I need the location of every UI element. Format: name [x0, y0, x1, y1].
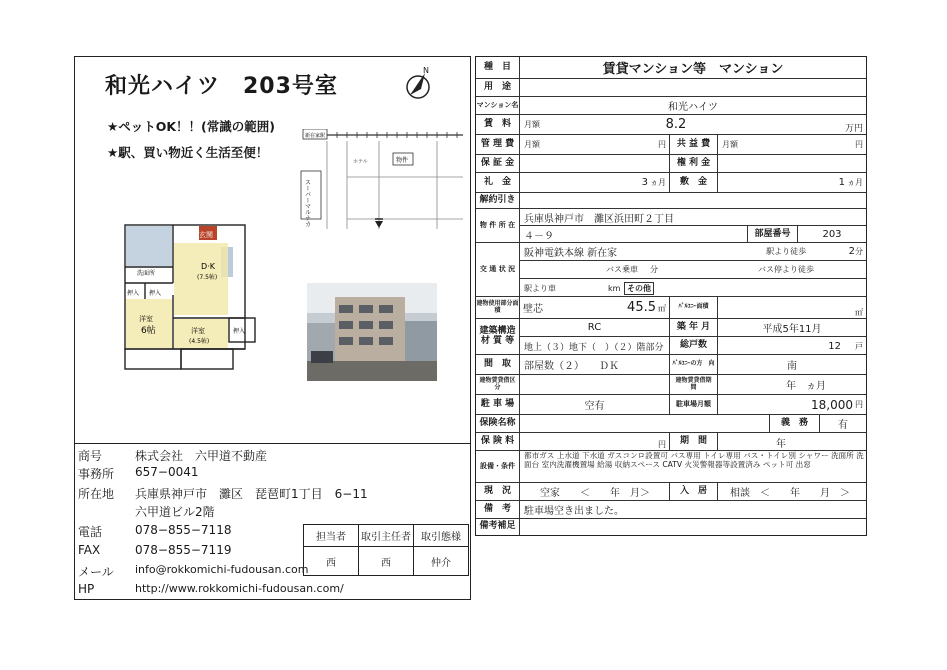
row-kozo — [476, 319, 866, 355]
floorplan — [121, 223, 261, 389]
label-heya: 部屋番号 — [748, 226, 798, 243]
company-label: FAX — [78, 543, 101, 557]
value-menseki — [520, 297, 670, 318]
label-gimu: 義 務 — [770, 415, 820, 432]
label-nyukyo: 入 居 — [670, 483, 718, 500]
label-kenrikin: 権 利 金 — [670, 155, 718, 172]
label-chinryo: 賃 料 — [476, 115, 520, 134]
company-label: 商号 — [78, 449, 103, 463]
menseki-number: 45.5 — [627, 300, 656, 315]
floorplan-sentaku: 洗面所 — [137, 270, 156, 277]
row-chinryo — [476, 115, 866, 135]
label-biko: 備 考 — [476, 501, 520, 518]
row-biko-hoso — [476, 519, 866, 535]
map-station-label: 新在家駅 — [305, 133, 326, 139]
value-biko: 駐車場空き出ました。 — [524, 506, 624, 517]
map-small-label: ホテル — [353, 159, 368, 165]
stamp-header: 取引態様 — [414, 525, 469, 547]
stamp-header: 取引主任者 — [359, 525, 414, 547]
label-balcony: ﾊﾞﾙｺﾆｰ面積 — [670, 297, 718, 318]
company-value: 兵庫県神戸市 灘区 琵琶町1丁目 6−11 — [135, 487, 368, 501]
reikin-unit: ヵ月 — [650, 178, 666, 187]
value-madori: 部屋数（２） ＤＫ — [520, 355, 670, 374]
label-mansion: マンション名 — [476, 97, 520, 114]
label-chikunen: 築 年 月 — [670, 319, 718, 337]
kotsu-bus-fun: 分 — [650, 265, 658, 274]
chusha-ryo-unit: 円 — [855, 400, 863, 409]
value-genkyo: 空家 ＜ 年 月＞ — [520, 483, 670, 500]
company-value: 株式会社 六甲道不動産 — [135, 449, 268, 463]
label-hokenryo: 保 険 料 — [476, 433, 520, 450]
menseki-hekishin: 壁芯 — [523, 304, 543, 315]
row-reikin — [476, 173, 866, 193]
value-shozai1: 兵庫県神戸市 灘区浜田町２丁目 — [520, 209, 866, 226]
floorplan-oshiire1: 押入 — [127, 290, 140, 297]
value-kubun — [520, 375, 670, 394]
soko-number: 12 — [828, 340, 841, 352]
company-value: 078−855−7119 — [135, 543, 232, 557]
value-chinryo: 8.2 — [665, 117, 687, 132]
label-menseki: 建物使用部分面積 — [476, 297, 520, 318]
row-shozai — [476, 209, 866, 243]
label-kozo: 建築構造 材 質 等 — [476, 319, 520, 354]
stamp-header: 担当者 — [304, 525, 359, 547]
value-kyoeki — [718, 135, 866, 154]
kanrihi-getsugaku: 月額 — [524, 140, 540, 149]
row-kotsu — [476, 243, 866, 297]
kotsu-sonota: その他 — [624, 282, 654, 295]
company-label: 電話 — [78, 525, 103, 539]
kotsu-bus-toho: バス停より徒歩 — [758, 265, 814, 274]
label-kanrihi: 管 理 費 — [476, 135, 520, 154]
value-hoshokin — [520, 155, 670, 172]
company-email-link[interactable]: info@rokkomichi-fudousan.com — [135, 563, 309, 576]
value-kotsu2 — [520, 261, 866, 279]
label-setsubi: 設備・条件 — [476, 451, 520, 482]
label-kotsu: 交 通 状 況 — [476, 243, 520, 296]
label-shikikin: 敷 金 — [670, 173, 718, 192]
shikikin-number: 1 — [838, 177, 845, 188]
value-setsubi: 都市ガス 上水道 下水道 ガスコンロ設置可 バス専用 トイレ専用 バス・トイレ別 シャワー 洗面所 洗面台 室内洗濯機置場 給湯 収納スペース CATV 火災警報器等設置済み ペット可 出窓 — [524, 451, 864, 469]
value-kozo: RC — [520, 319, 670, 337]
stamp-table — [303, 524, 469, 576]
company-label: HP — [78, 582, 95, 596]
row-kaiyaku — [476, 193, 866, 209]
value-chijo: 地上（３）地下（ ）（２）階部分 — [520, 337, 670, 355]
kotsu-km: km — [608, 283, 621, 293]
label-hoshokin: 保 証 金 — [476, 155, 520, 172]
label-hoken: 保険名称 — [476, 415, 520, 432]
value-nyukyo: 相談 ＜ 年 月 ＞ — [730, 488, 850, 499]
value-hoken — [520, 415, 770, 432]
company-value: 657−0041 — [135, 465, 199, 479]
value-kotsu3 — [520, 279, 866, 297]
kotsu-bus: バス乗車 — [606, 265, 638, 274]
floorplan-yoshitsu1: 洋室 — [139, 315, 153, 323]
company-hp-link[interactable]: http://www.rokkomichi-fudousan.com/ — [135, 582, 344, 595]
row-hoken — [476, 415, 866, 433]
stamp-value: 西 — [359, 547, 414, 576]
company-label: メール — [78, 565, 114, 579]
company-value: 078−855−7118 — [135, 523, 232, 537]
value-chusha-ryo — [718, 395, 866, 414]
value-mansion: 和光ハイツ — [668, 102, 718, 113]
kotsu-eki-toho-label: 駅より徒歩 — [766, 247, 807, 256]
label-biko-hoso: 備考補足 — [476, 519, 520, 535]
row-kanrihi — [476, 135, 866, 155]
label-kikan2: 期 間 — [670, 433, 718, 450]
kotsu-sen: 阪神電鉄本線 新在家 — [524, 248, 618, 259]
value-kikan: 年 ヵ月 — [786, 381, 826, 392]
map-super-label: スーパーマルナカ — [303, 179, 311, 227]
floorplan-dk-size: (7.5帖) — [197, 274, 218, 281]
value-hoko: 南 — [787, 361, 797, 372]
value-reikin — [520, 173, 670, 192]
label-chusha-ryo: 駐車場月額 — [670, 395, 718, 414]
label-hoko: ﾊﾞﾙｺﾆｰの方 向 — [670, 355, 718, 374]
floorplan-dk: D·K — [201, 262, 215, 271]
row-hoshokin — [476, 155, 866, 173]
feature-station: ★駅、買い物近く生活至便！ — [107, 145, 269, 160]
row-hokenryo — [476, 433, 866, 451]
floorplan-yoshitsu1-size: 6帖 — [141, 326, 156, 336]
label-shozai: 物 件 所 在 — [476, 209, 520, 242]
value-soko — [718, 337, 866, 355]
kotsu-eki-toho — [766, 246, 863, 257]
label-chusha: 駐 車 場 — [476, 395, 520, 414]
floorplan-oshiire3: 押入 — [233, 328, 246, 335]
value-kikan2: 年 — [776, 439, 786, 450]
label-shumoku: 種 目 — [476, 57, 520, 78]
value-shikikin — [718, 173, 866, 192]
row-biko — [476, 501, 866, 519]
company-label: 所在地 — [78, 487, 115, 501]
row-madori — [476, 355, 866, 375]
chinryo-getsugaku: 月額 — [524, 120, 540, 129]
row-shumoku — [476, 57, 866, 79]
kyoeki-unit: 円 — [855, 140, 863, 149]
row-mansion — [476, 97, 866, 115]
floorplan-oshiire2: 押入 — [149, 290, 162, 297]
row-setsubi — [476, 451, 866, 483]
row-genkyo — [476, 483, 866, 501]
kotsu-fun: 分 — [855, 247, 863, 256]
chusha-ryo-number: 18,000 — [811, 397, 853, 412]
kyoeki-getsugaku: 月額 — [722, 140, 738, 149]
menseki-unit: ㎡ — [658, 304, 666, 313]
floorplan-yoshitsu2: 洋室 — [191, 327, 205, 335]
kotsu-toho-min: 2 — [848, 246, 855, 257]
floorplan-yoshitsu2-size: (4.5帖) — [189, 338, 210, 345]
shikikin-unit: ヵ月 — [847, 178, 863, 187]
compass-icon — [405, 65, 435, 101]
value-gimu: 有 — [838, 420, 848, 431]
label-madori: 間 取 — [476, 355, 520, 374]
stamp-value: 仲介 — [414, 547, 469, 576]
value-chikunen: 平成5年11月 — [718, 319, 866, 337]
label-kyoeki: 共 益 費 — [670, 135, 718, 154]
company-label: 事務所 — [78, 467, 115, 481]
value-balcony: ㎡ — [855, 308, 863, 317]
label-reikin: 礼 金 — [476, 173, 520, 192]
soko-unit: 戸 — [855, 341, 863, 351]
label-kaiyaku: 解約引き — [476, 193, 520, 208]
value-kotsu1 — [520, 243, 866, 261]
label-yoto: 用 途 — [476, 79, 520, 96]
svg-text:N: N — [423, 66, 429, 75]
label-kikan: 建物賃貸借期 間 — [670, 375, 718, 394]
property-details-table — [475, 56, 867, 536]
label-genkyo: 現 況 — [476, 483, 520, 500]
row-menseki — [476, 297, 866, 319]
map-store-label: 物件 — [396, 157, 409, 164]
kotsu-eki-yori: 駅より車 — [524, 283, 556, 293]
kanrihi-unit: 円 — [658, 140, 666, 149]
label-kubun: 建物賃貸借区 分 — [476, 375, 520, 394]
page-title: 和光ハイツ 203号室 — [105, 74, 338, 99]
feature-pet: ★ペットOK！！(常識の範囲) — [107, 119, 275, 134]
label-soko: 総戸数 — [670, 337, 718, 355]
stamp-value: 西 — [304, 547, 359, 576]
row-chusha — [476, 395, 866, 415]
value-heya: 203 — [822, 229, 842, 240]
property-panel — [74, 56, 471, 444]
value-kanrihi — [520, 135, 670, 154]
value-shumoku: 賃貸マンション等 マンション — [602, 62, 784, 77]
chinryo-unit: 万円 — [844, 124, 863, 134]
floorplan-genkan: 玄関 — [199, 231, 213, 239]
company-info — [74, 444, 471, 600]
value-shozai2: ４－９ — [520, 226, 748, 243]
building-photo — [307, 283, 437, 381]
row-yoto — [476, 79, 866, 97]
company-value: 六甲道ビル2階 — [135, 505, 215, 519]
row-kubun — [476, 375, 866, 395]
value-chusha: 空有 — [520, 395, 670, 414]
reikin-number: 3 — [641, 177, 648, 188]
location-map — [297, 129, 465, 229]
value-hokenryo: 円 — [520, 433, 670, 450]
